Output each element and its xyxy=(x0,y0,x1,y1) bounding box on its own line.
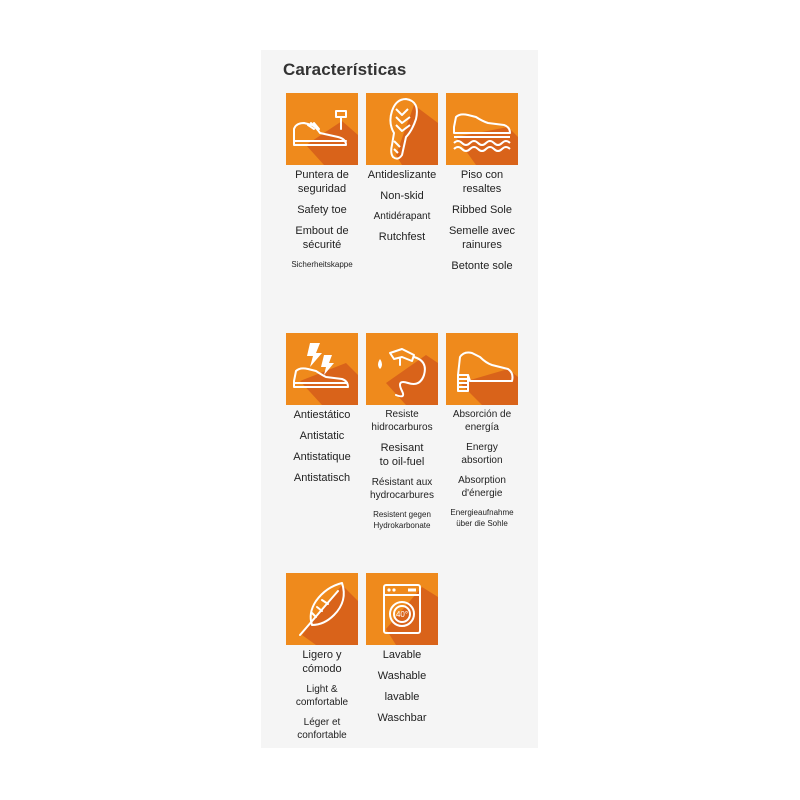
label-en: Antistatic xyxy=(299,430,345,442)
label-es: Puntera de seguridad xyxy=(295,169,349,195)
label-es: Lavable xyxy=(382,649,422,661)
label-en: Light & comfortable xyxy=(295,684,349,708)
label-fr: Antistatique xyxy=(293,451,351,463)
tile xyxy=(446,333,518,405)
label-fr: Léger et confortable xyxy=(297,717,347,741)
panel-title: Características xyxy=(283,60,407,79)
fuel-nozzle-icon xyxy=(366,333,438,405)
label-es: Antideslizante xyxy=(367,169,437,181)
tile xyxy=(446,93,518,165)
label-de: Antistatisch xyxy=(293,472,351,484)
label-es: Resiste hidrocarburos xyxy=(371,409,433,433)
washing-machine-icon xyxy=(366,573,438,645)
tile xyxy=(286,573,358,645)
label-en: Safety toe xyxy=(297,204,347,216)
non-skid-sole-icon xyxy=(366,93,438,165)
label-fr: Absorption d'énergie xyxy=(458,475,506,499)
label-de: Energieaufnahme über die Sohle xyxy=(450,508,514,528)
label-de: Betonte sole xyxy=(451,260,513,272)
label-en: Ribbed Sole xyxy=(452,204,512,216)
tile xyxy=(366,333,438,405)
label-fr: Embout de sécurité xyxy=(295,225,349,251)
ribbed-sole-icon xyxy=(446,93,518,165)
label-de: Resistent gegen Hydrokarbonate xyxy=(373,510,431,530)
tile xyxy=(366,573,438,645)
tile xyxy=(366,93,438,165)
label-en: Resisant to oil-fuel xyxy=(379,442,425,468)
label-es: Piso con resaltes xyxy=(460,169,504,195)
label-de: Waschbar xyxy=(377,712,427,724)
features-panel xyxy=(261,50,538,748)
tile xyxy=(286,333,358,405)
wash-temperature: 40° xyxy=(395,610,409,619)
label-en: Washable xyxy=(377,670,427,682)
tile xyxy=(286,93,358,165)
label-es: Ligero y cómodo xyxy=(302,649,342,675)
label-fr: Antidérapant xyxy=(373,211,431,222)
label-de: Rutchfest xyxy=(378,231,426,243)
label-fr: lavable xyxy=(384,691,420,703)
label-es: Antiestático xyxy=(293,409,351,421)
label-de: Sicherheitskappe xyxy=(291,260,353,269)
label-en: Energy absortion xyxy=(461,442,503,466)
label-es: Absorción de energía xyxy=(452,409,512,433)
label-fr: Semelle avec rainures xyxy=(448,225,516,251)
label-en: Non-skid xyxy=(380,190,424,202)
safety-toe-shoe-icon xyxy=(286,93,358,165)
antistatic-icon xyxy=(286,333,358,405)
energy-absorption-icon xyxy=(446,333,518,405)
label-fr: Résistant aux hydrocarbures xyxy=(370,477,434,501)
feather-icon xyxy=(286,573,358,645)
